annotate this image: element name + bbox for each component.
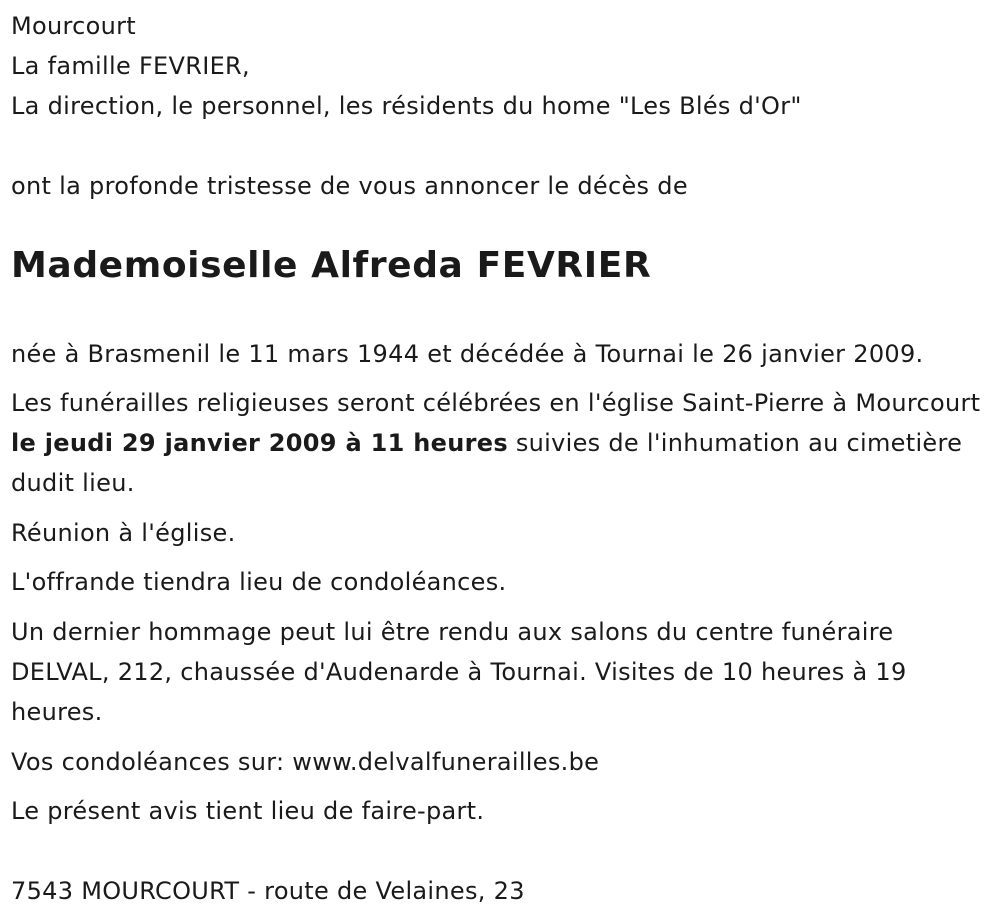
meeting-line: Réunion à l'église. [11, 519, 236, 547]
birth-death-line: née à Brasmenil le 11 mars 1944 et décédée à Tournai le 26 janvier 2009. [11, 340, 924, 368]
notice-line: Le présent avis tient lieu de faire-part. [11, 797, 485, 825]
family-line: La famille FEVRIER, [11, 52, 250, 80]
direction-line: La direction, le personnel, les résidents du home "Les Blés d'Or" [11, 92, 802, 120]
offering-line: L'offrande tiendra lieu de condoléances. [11, 568, 507, 596]
funeral-paragraph [11, 383, 991, 503]
place-line: Mourcourt [11, 12, 137, 40]
funeral-text-after: suivies de l'inhumation au cimetière dudit lieu. [11, 429, 963, 497]
condolences-line: Vos condoléances sur: www.delvalfunerailles.be [11, 748, 600, 776]
funeral-text-before: Les funérailles religieuses seront célébrées en l'église Saint-Pierre à Mourcourt [11, 389, 981, 417]
deceased-name: Mademoiselle Alfreda FEVRIER [11, 245, 652, 286]
announcement-line: ont la profonde tristesse de vous annoncer le décès de [11, 172, 688, 200]
tribute-paragraph: Un dernier hommage peut lui être rendu aux salons du centre funéraire DELVAL, 212, chaussée d'Audenarde à Tournai. Visites de 10 heures à 19 heures. [11, 618, 907, 726]
funeral-date-highlight: le jeudi 29 janvier 2009 à 11 heures [11, 429, 508, 457]
address-line: 7543 MOURCOURT - route de Velaines, 23 [11, 877, 525, 905]
